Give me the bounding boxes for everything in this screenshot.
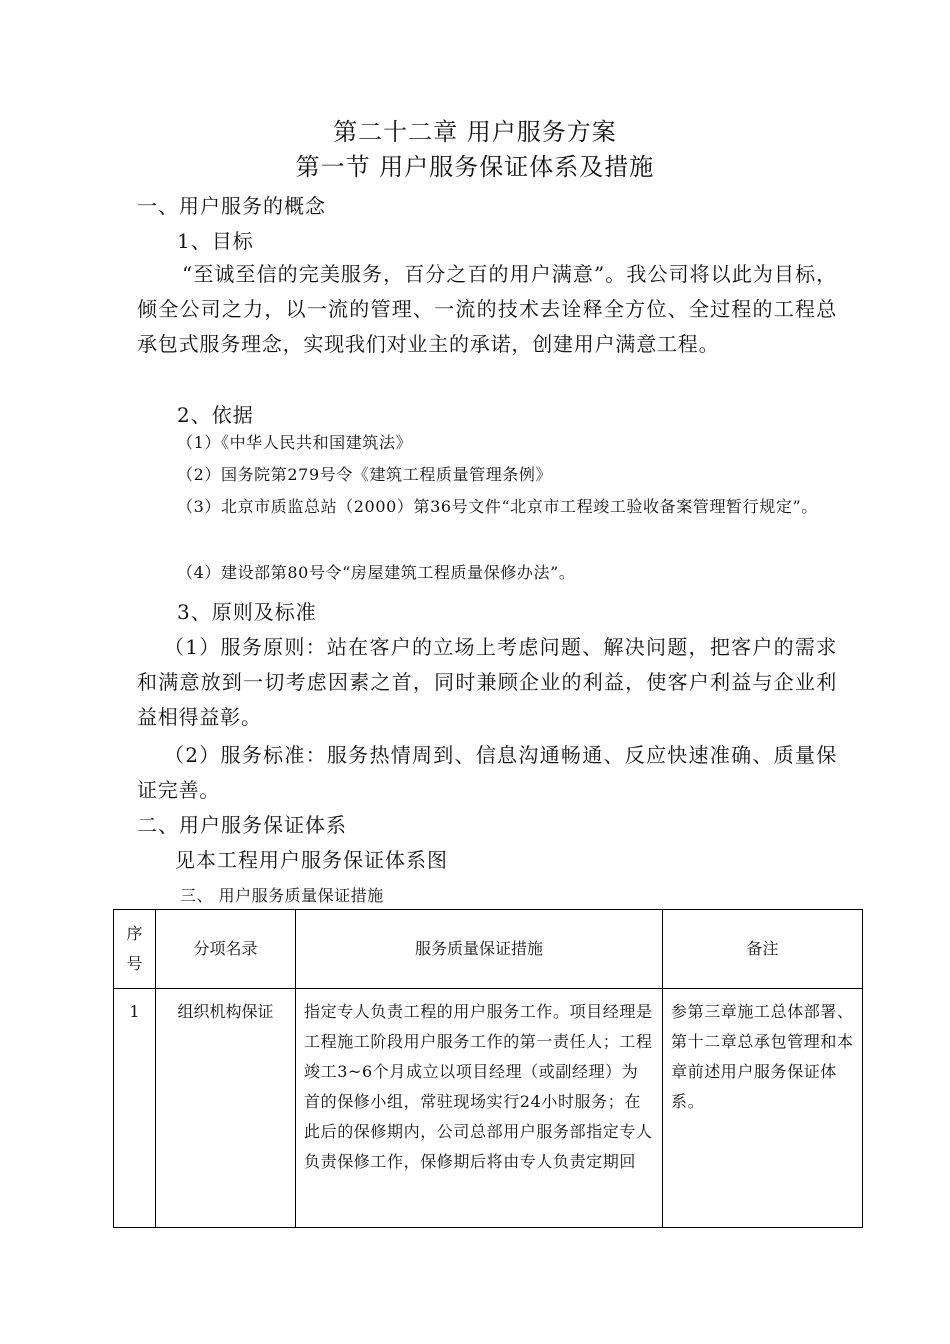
header-measure: 服务质量保证措施 bbox=[296, 910, 663, 989]
table-header-row bbox=[114, 910, 863, 989]
subheading-basis: 2、依据 bbox=[177, 403, 254, 427]
subheading-goal: 1、目标 bbox=[177, 229, 254, 253]
cell-remark: 参第三章施工总体部署、第十二章总承包管理和本章前述用户服务保证体系。 bbox=[663, 989, 863, 1228]
principle-paragraph-2: （2）服务标准：服务热情周到、信息沟通畅通、反应快速准确、质量保证完善。 bbox=[137, 743, 837, 802]
basis-item-1: （1）《中华人民共和国建筑法》 bbox=[177, 433, 413, 452]
basis-item-2: （2）国务院第279号令《建筑工程质量管理条例》 bbox=[177, 465, 553, 484]
table-row bbox=[114, 989, 863, 1228]
subheading-principle: 3、原则及标准 bbox=[177, 600, 317, 624]
table-caption: 三、 用户服务质量保证措施 bbox=[180, 886, 384, 905]
basis-item-4: （4）建设部第80号令“房屋建筑工程质量保修办法”。 bbox=[177, 563, 576, 582]
chapter-title: 第二十二章 用户服务方案 bbox=[333, 118, 617, 146]
section-title: 第一节 用户服务保证体系及措施 bbox=[295, 153, 655, 181]
heading-service-concept: 一、用户服务的概念 bbox=[137, 194, 326, 218]
header-no: 序号 bbox=[114, 910, 156, 989]
see-diagram-text: 见本工程用户服务保证体系图 bbox=[175, 848, 448, 872]
measures-table bbox=[113, 909, 863, 1228]
cell-measure: 指定专人负责工程的用户服务工作。项目经理是工程施工阶段用户服务工作的第一责任人；工程竣工3~6个月成立以项目经理（或副经理）为首的保修小组，常驻现场实行24小时服务；在此后的保修期内，公司总部用户服务部指定专人负责保修工作，保修期后将由专人负责定期回 bbox=[296, 989, 663, 1228]
principle-paragraph-1: （1）服务原则：站在客户的立场上考虑问题、解决问题，把客户的需求和满意放到一切考虑因素之首，同时兼顾企业的利益，使客户利益与企业利益相得益彰。 bbox=[137, 635, 837, 729]
cell-no: 1 bbox=[114, 989, 156, 1228]
heading-guarantee-system: 二、用户服务保证体系 bbox=[137, 813, 347, 837]
cell-item-name: 组织机构保证 bbox=[156, 989, 296, 1228]
header-item-name: 分项名录 bbox=[156, 910, 296, 989]
basis-item-3: （3）北京市质监总站（2000）第36号文件“北京市工程竣工验收备案管理暂行规定”。 bbox=[177, 497, 818, 516]
header-remark: 备注 bbox=[663, 910, 863, 989]
goal-paragraph: “至诚至信的完美服务，百分之百的用户满意”。我公司将以此为目标，倾全公司之力，以一流的管理、一流的技术去诠释全方位、全过程的工程总承包式服务理念，实现我们对业主的承诺，创建用户满意工程。 bbox=[137, 262, 837, 356]
